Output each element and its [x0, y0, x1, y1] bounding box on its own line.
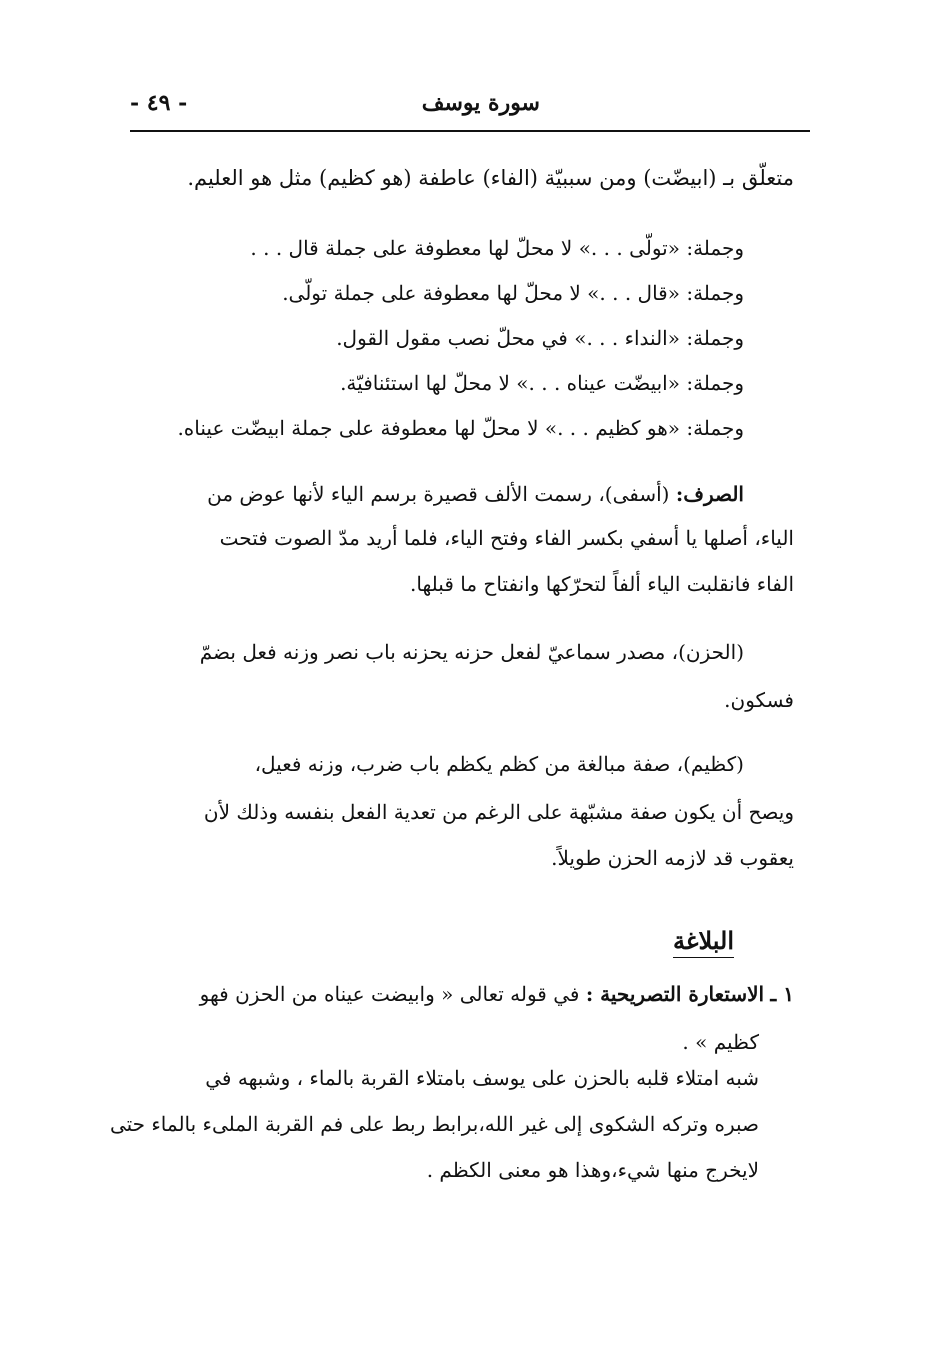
item-text: في قوله تعالى « وابيضت عيناه من الحزن فهو	[199, 982, 580, 1006]
explanation-line: صبره وتركه الشكوى إلى غير الله،برابط ربط على فم القربة الملىء بالماء حتى	[109, 1112, 759, 1136]
sentence-line: وجملة: «هو كظيم . . .» لا محلّ لها معطوفة على جملة ابيضّت عيناه.	[177, 416, 744, 440]
kazim-line: يعقوب قد لازمه الحزن طويلاً.	[551, 846, 794, 870]
sentence-line: وجملة: «تولّى . . .» لا محلّ لها معطوفة على جملة قال . . .	[250, 236, 744, 260]
intro-line: متعلّق بـ (ابيضّت) ومن سببيّة (الفاء) عاطفة (هو كظيم) مثل هو العليم.	[187, 166, 794, 190]
sarf-text: (أسفى)، رسمت الألف قصيرة برسم الياء لأنها عوض من	[207, 482, 670, 506]
item-term: الاستعارة التصريحية :	[585, 982, 765, 1006]
balagha-heading	[673, 926, 734, 955]
page-number: - ٤٩ -	[130, 90, 188, 116]
kazim-line: (كظيم)، صفة مبالغة من كظم يكظم باب ضرب، وزنه فعيل،	[254, 752, 744, 776]
header-rule	[130, 130, 810, 132]
kazim-line: ويصح أن يكون صفة مشبّهة على الرغم من تعدية الفعل بنفسه وذلك لأن	[203, 800, 794, 824]
sarf-paragraph-first-line	[207, 482, 744, 506]
explanation-line: لايخرج منها شيء،وهذا هو معنى الكظم .	[426, 1158, 759, 1182]
sentence-line: وجملة: «ابيضّت عيناه . . .» لا محلّ لها استئنافيّة.	[340, 371, 744, 395]
page-header	[130, 88, 810, 124]
balagha-item-line	[200, 982, 794, 1006]
sarf-line: الياء، أصلها يا أسفي بكسر الفاء وفتح الياء، فلما أريد مدّ الصوت فتحت	[219, 526, 794, 550]
sarf-label: الصرف:	[675, 482, 744, 506]
huzn-line: فسكون.	[724, 688, 794, 712]
balagha-heading-text: البلاغة	[673, 926, 734, 958]
explanation-line: شبه امتلاء قلبه بالحزن على يوسف بامتلاء القربة بالماء ، وشبهه في	[205, 1066, 759, 1090]
item-number: ١ ـ	[770, 982, 794, 1006]
huzn-line: (الحزن)، مصدر سماعيّ لفعل حزنه يحزنه باب نصر وزنه فعل بضمّ	[199, 640, 744, 664]
sentence-line: وجملة: «النداء . . .» في محلّ نصب مقول القول.	[336, 326, 744, 350]
surah-title: سورة يوسف	[421, 90, 540, 116]
balagha-item-cont: كظيم » .	[682, 1030, 759, 1054]
sentence-line: وجملة: «قال . . .» لا محلّ لها معطوفة على جملة تولّى.	[282, 281, 744, 305]
sarf-line: الفاء فانقلبت الياء ألفاً لتحرّكها وانفتاح ما قبلها.	[410, 572, 794, 596]
